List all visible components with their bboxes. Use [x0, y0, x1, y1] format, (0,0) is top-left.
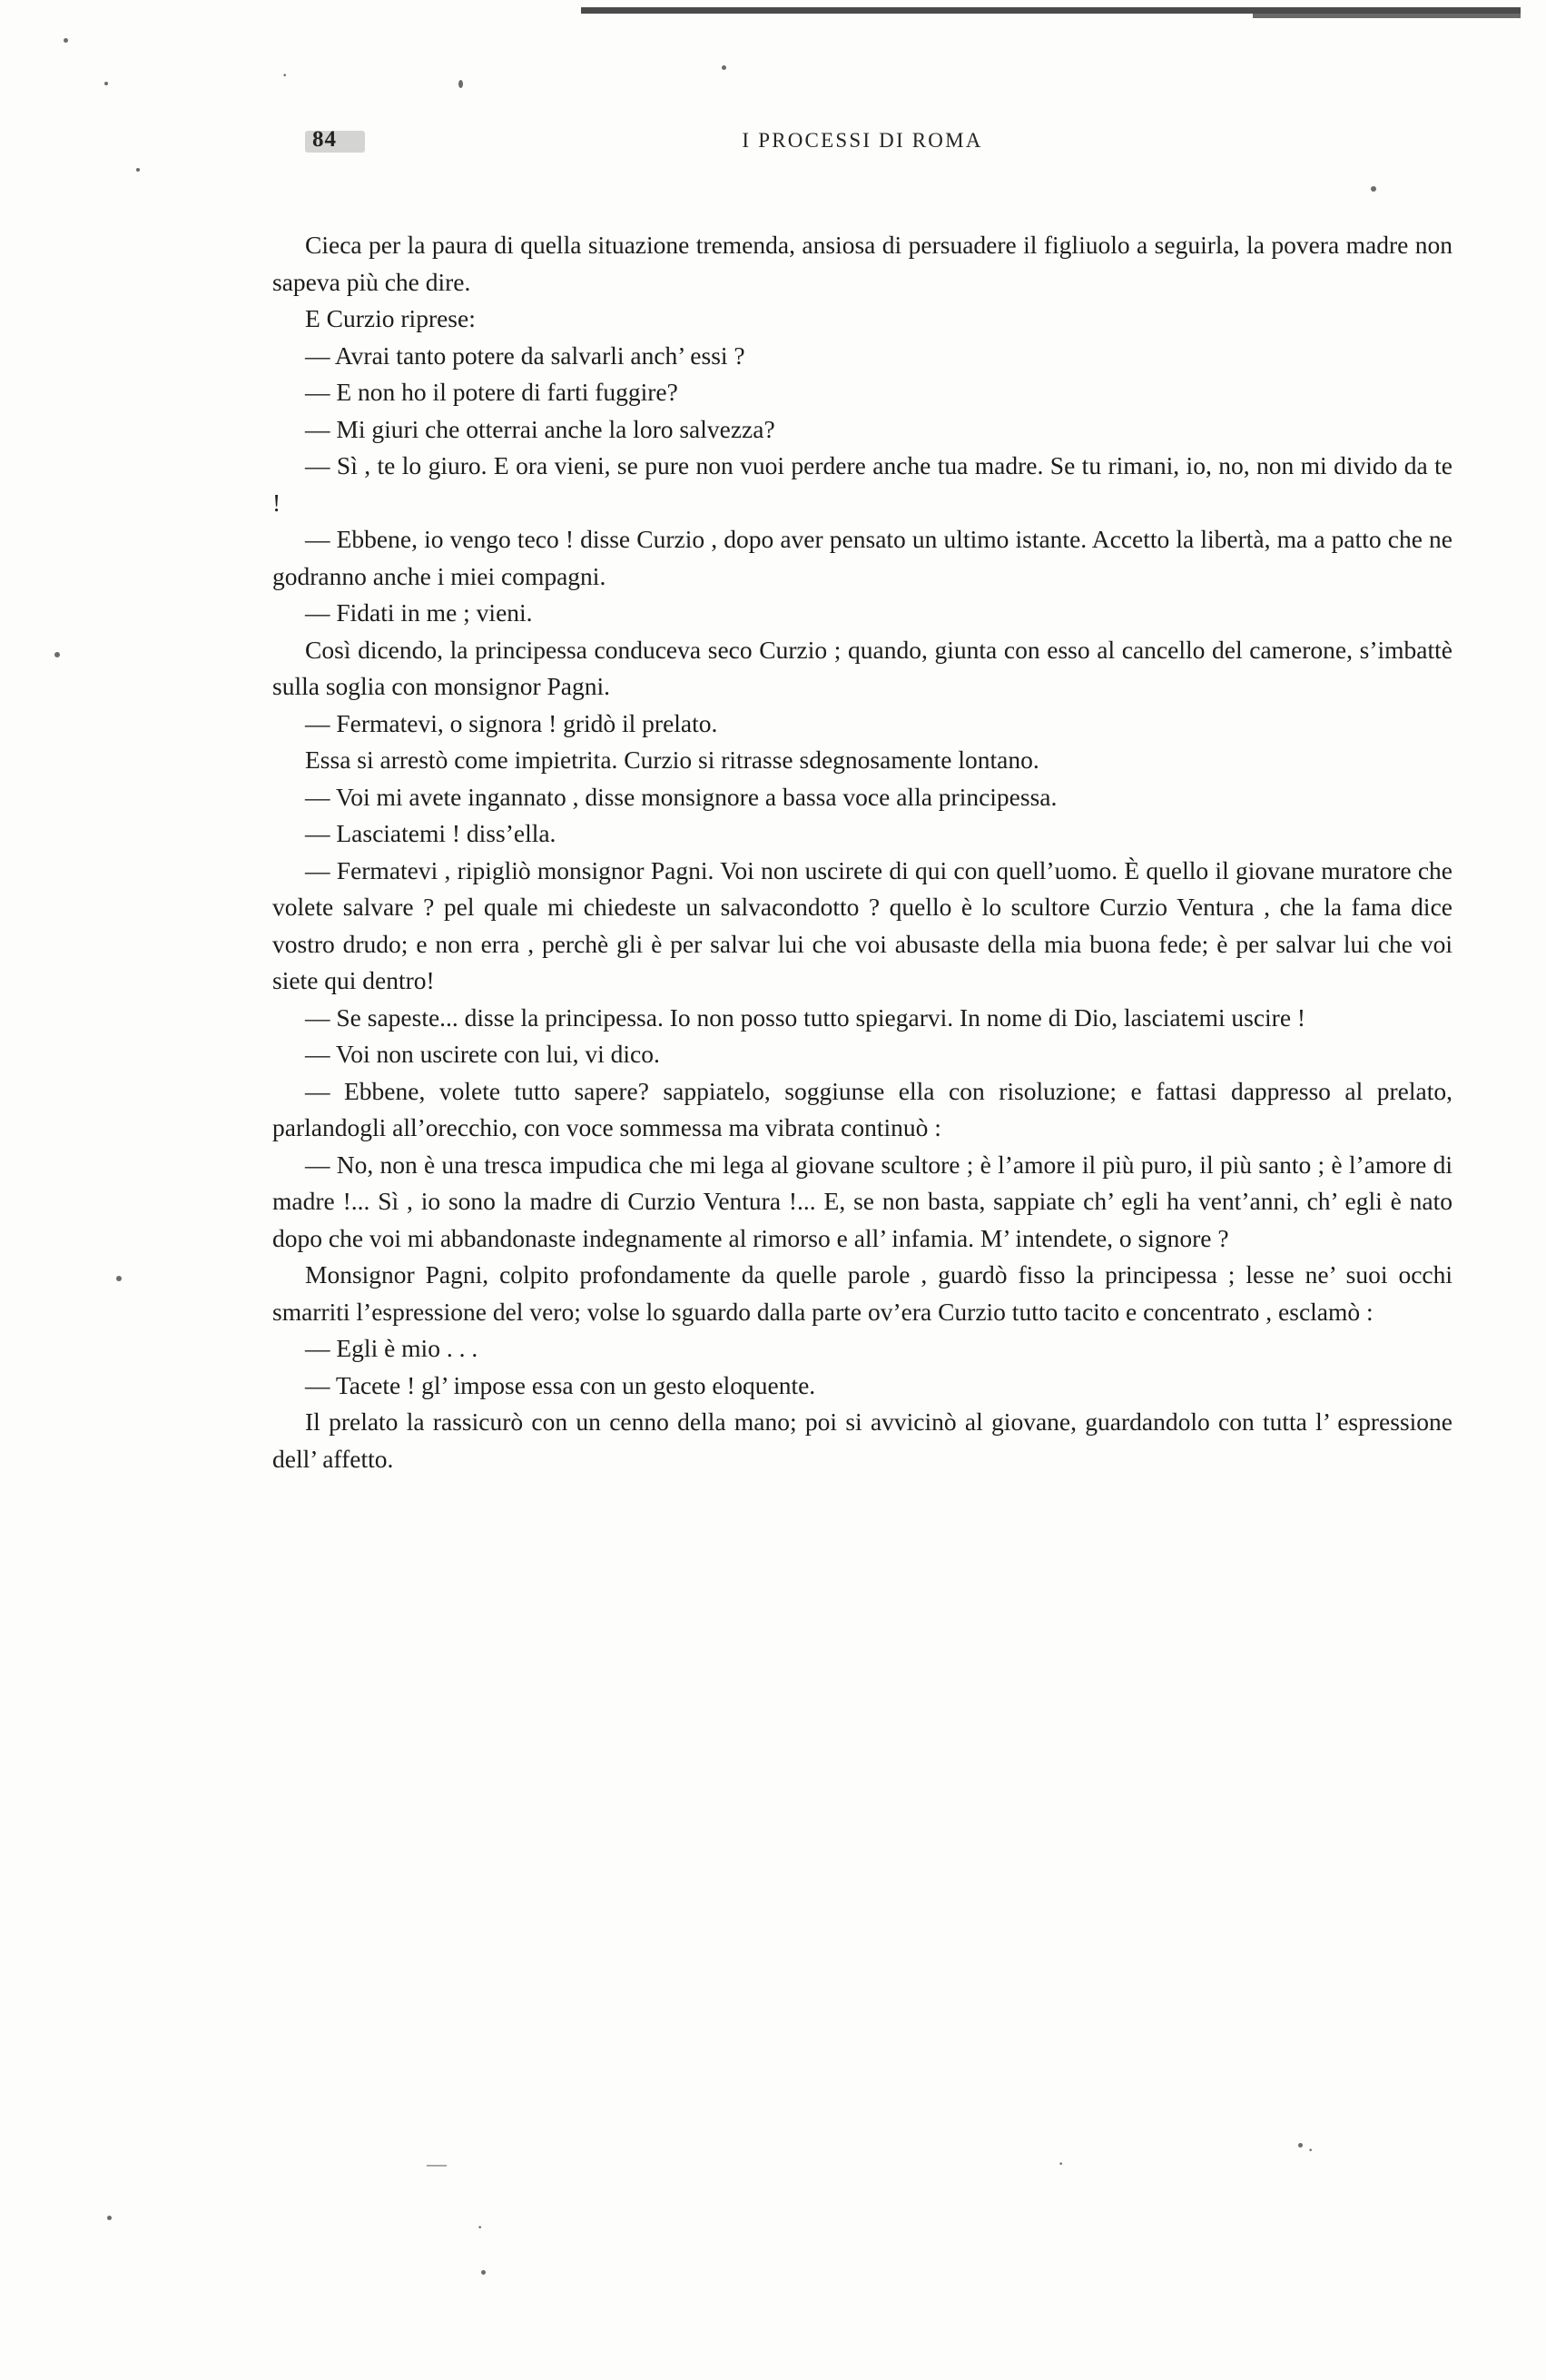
paragraph: — Voi non uscirete con lui, vi dico.	[305, 1040, 660, 1068]
margin-mark: ·	[477, 2216, 484, 2238]
paragraph: — Sì , te lo giuro. E ora vieni, se pure non vuoi perdere anche tua madre. Se tu rimani, io, no, non mi divido da te !	[272, 451, 1452, 517]
margin-mark: ·	[1307, 2138, 1315, 2161]
paragraph: Essa si arrestò come impietrita. Curzio si ritrasse sdegnosamente lontano.	[305, 746, 1039, 774]
paragraph: — Fermatevi, o signora ! gridò il prelato.	[305, 708, 718, 737]
scan-speck	[458, 80, 463, 88]
paragraph: — Lasciatemi ! diss’ella.	[305, 819, 556, 847]
scan-speck	[107, 2216, 112, 2220]
margin-mark: ·	[281, 64, 289, 86]
running-title: I PROCESSI DI ROMA	[742, 129, 983, 152]
paragraph: Cieca per la paura di quella situazione tremenda, ansiosa di persuadere il figliuolo a seguirla, la povera madre non sapeva più che dire.	[272, 231, 1452, 296]
paragraph: Monsignor Pagni, colpito profondamente da quelle parole , guardò fisso la principessa ; lesse ne’ suoi occhi smarriti l’espressione del vero; volse lo sguardo dalla parte ov’era Curzio tutto tacito e concentrato , esclamò :	[272, 1260, 1452, 1326]
scan-speck	[722, 65, 726, 70]
page-content	[272, 127, 1452, 1477]
paragraph: Così dicendo, la principessa conduceva seco Curzio ; quando, giunta con esso al cancello del camerone, s’imbattè sulla soglia con monsignor Pagni.	[272, 635, 1452, 700]
margin-mark: ·	[1058, 2152, 1065, 2175]
paragraph: — Fermatevi , ripigliò monsignor Pagni. Voi non uscirete di qui con quell’uomo. È quello il giovane muratore che volete salvare ? pel quale mi chiedeste un salvacondotto ? quello è lo scultore Curzio Ventura , che la fama dice vostro drudo; e non erra , perchè gli è per salvar lui che voi abusaste della mia buona fede; è per salvar lui che voi siete qui dentro!	[272, 855, 1452, 994]
paragraph: — Se sapeste... disse la principessa. Io non posso tutto spiegarvi. In nome di Dio, lasciatemi uscire !	[305, 1002, 1306, 1032]
scan-speck	[54, 652, 60, 657]
paragraph: — Mi giuri che otterrai anche la loro salvezza?	[305, 414, 775, 443]
scan-speck	[64, 38, 68, 43]
paragraph: E Curzio riprese:	[305, 304, 476, 332]
paragraph: — Avrai tanto potere da salvarli anch’ essi ?	[305, 341, 745, 370]
paragraph: — Voi mi avete ingannato , disse monsignore a bassa voce alla principessa.	[305, 782, 1058, 811]
page-number: 84	[312, 127, 337, 152]
margin-mark: —	[427, 2152, 447, 2175]
paragraph: — Egli è mio . . .	[305, 1334, 478, 1362]
paragraph: — No, non è una tresca impudica che mi lega al giovane scultore ; è l’amore il più puro, il più santo ; è l’amore di madre !... Sì , io sono la madre di Curzio Ventura !... E, se non basta, sappiate ch’ egli ha vent’anni, ch’ egli è nato dopo che voi mi abbandonaste indegnamente al rimorso e all’ infamia. M’ intendete, o signore ?	[272, 1150, 1452, 1252]
paragraph: — Ebbene, volete tutto sapere? sappiatelo, soggiunse ella con risoluzione; e fattasi dappresso al prelato, parlandogli all’orecchio, con voce sommessa ma vibrata continuò :	[272, 1076, 1452, 1141]
scan-edge-artifact	[581, 7, 1521, 14]
paragraph: — Ebbene, io vengo teco ! disse Curzio , dopo aver pensato un ultimo istante. Accetto la libertà, ma a patto che ne godranno anche i miei compagni.	[272, 525, 1452, 590]
scan-speck	[104, 82, 108, 85]
scan-edge-artifact-secondary	[1253, 14, 1521, 18]
paragraph: — Fidati in me ; vieni.	[305, 598, 533, 627]
scan-speck	[481, 2270, 486, 2275]
scan-speck	[1298, 2143, 1303, 2148]
paragraph: — E non ho il potere di farti fuggire?	[305, 378, 678, 406]
paragraph: — Tacete ! gl’ impose essa con un gesto eloquente.	[305, 1370, 816, 1399]
running-head	[272, 127, 1452, 169]
paragraph: Il prelato la rassicurò con un cenno della mano; poi si avvicinò al giovane, guardandolo con tutta l’ espressione dell’ affetto.	[272, 1407, 1452, 1473]
scan-speck	[116, 1276, 122, 1281]
body-text	[272, 227, 1452, 1477]
scan-speck	[136, 168, 140, 172]
